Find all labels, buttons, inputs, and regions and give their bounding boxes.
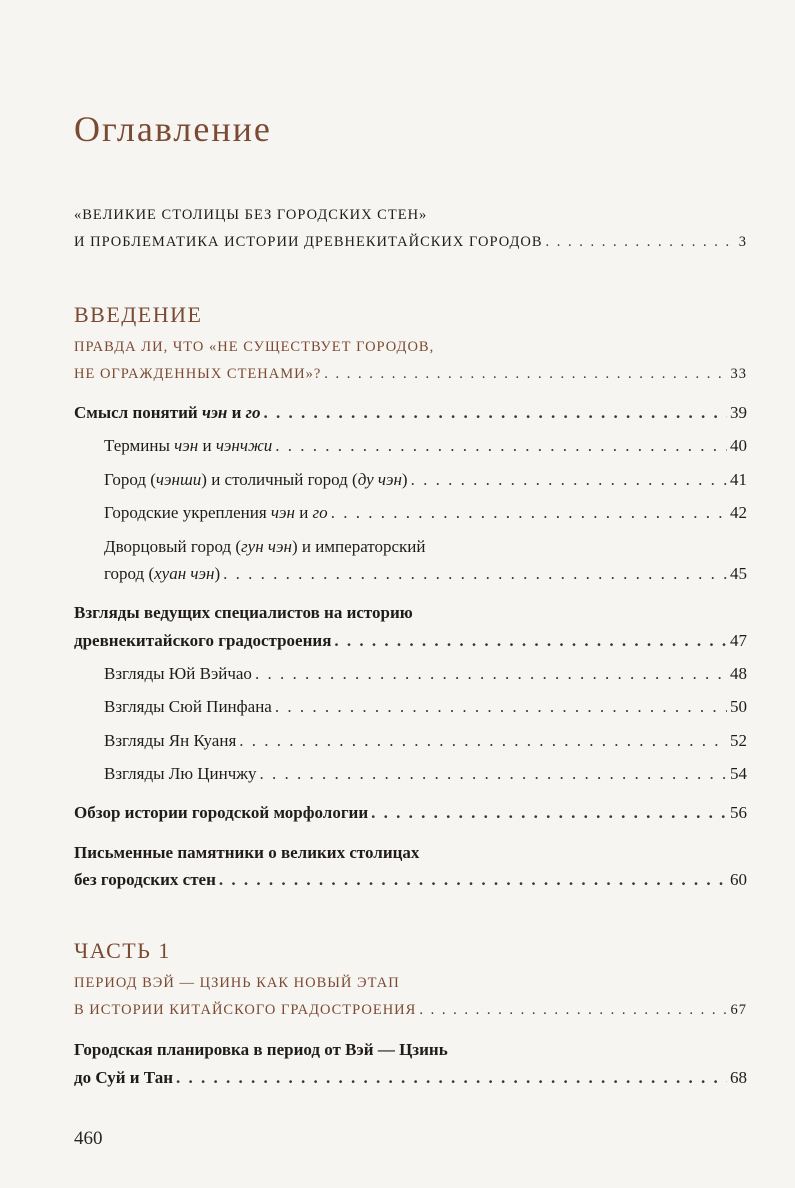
toc-entry-morphology[interactable] <box>74 803 747 823</box>
part1-subtitle-line2: В ИСТОРИИ КИТАЙСКОГО ГРАДОСТРОЕНИЯ <box>74 1002 417 1018</box>
page-number: 33 <box>730 366 747 382</box>
entry-title-line1: Взгляды ведущих специалистов на историю <box>74 603 413 622</box>
dot-leader <box>263 403 727 423</box>
toc-entry-terms[interactable] <box>104 436 747 456</box>
toc-entry-liu-qingzhu[interactable] <box>104 764 747 784</box>
section-heading-intro: ВВЕДЕНИЕ <box>74 302 203 327</box>
entry-title-line2: древнекитайского градостроения <box>74 631 332 650</box>
page-number: 3 <box>738 234 747 250</box>
page-number: 52 <box>730 731 747 750</box>
toc-entry-palace-city[interactable] <box>104 564 747 584</box>
intro-subtitle-line2: НЕ ОГРАЖДЕННЫХ СТЕНАМИ»? <box>74 366 322 382</box>
entry-title: Город (чэнши) и столичный город (ду чэн) <box>104 470 408 489</box>
toc-entry-xu-pingfang[interactable] <box>104 697 747 717</box>
toc-entry-fortifications[interactable] <box>104 503 747 523</box>
page-number: 42 <box>730 503 747 522</box>
page-number: 41 <box>730 470 747 489</box>
page-number: 54 <box>730 764 747 783</box>
page-number: 50 <box>730 697 747 716</box>
toc-entry-yang-kuan[interactable] <box>104 731 747 751</box>
toc-entry-written-sources[interactable] <box>74 870 747 890</box>
dot-leader <box>331 503 727 523</box>
page-number: 67 <box>730 1002 747 1018</box>
entry-title-line2: без городских стен <box>74 870 216 889</box>
toc-entry-meaning[interactable] <box>74 403 747 423</box>
entry-title-line1: Письменные памятники о великих столицах <box>74 843 420 862</box>
dot-leader <box>260 764 727 784</box>
entry-title-line2: до Суй и Тан <box>74 1068 174 1087</box>
dot-leader <box>411 470 727 490</box>
page-number: 48 <box>730 664 747 683</box>
entry-title: Термины чэн и чэнчжи <box>104 436 273 455</box>
dot-leader <box>546 232 736 252</box>
toc-entry-preface[interactable] <box>74 232 747 252</box>
dot-leader <box>239 731 727 751</box>
page-number: 56 <box>730 803 747 822</box>
page-number: 45 <box>730 564 747 583</box>
section-heading-part1: ЧАСТЬ 1 <box>74 938 171 963</box>
intro-subtitle-line1: ПРАВДА ЛИ, ЧТО «НЕ СУЩЕСТВУЕТ ГОРОДОВ, <box>74 339 435 355</box>
page-number: 68 <box>730 1068 747 1087</box>
page-title: Оглавление <box>74 109 272 149</box>
part1-subtitle-line1: ПЕРИОД ВЭЙ — ЦЗИНЬ КАК НОВЫЙ ЭТАП <box>74 975 400 991</box>
dot-leader <box>176 1068 727 1088</box>
page-number: 60 <box>730 870 747 889</box>
page-number: 40 <box>730 436 747 455</box>
page-number: 47 <box>730 631 747 650</box>
entry-title: Взгляды Ян Куаня <box>104 731 237 750</box>
page-number: 39 <box>730 403 747 422</box>
dot-leader <box>371 803 727 823</box>
entry-title-line2: город (хуан чэн) <box>104 564 221 583</box>
dot-leader <box>223 564 727 584</box>
entry-title: Взгляды Сюй Пинфана <box>104 697 272 716</box>
preface-title-line1: «ВЕЛИКИЕ СТОЛИЦЫ БЕЗ ГОРОДСКИХ СТЕН» <box>74 207 428 223</box>
entry-title: Обзор истории городской морфологии <box>74 803 369 822</box>
toc-entry-city-planning[interactable] <box>74 1068 747 1088</box>
dot-leader <box>219 870 727 890</box>
entry-title: Взгляды Лю Цинчжу <box>104 764 257 783</box>
entry-title: Городские укрепления чэн и го <box>104 503 328 522</box>
toc-entry-city[interactable] <box>104 470 747 490</box>
dot-leader <box>324 364 727 384</box>
entry-title-line1: Городская планировка в период от Вэй — Цзинь <box>74 1040 448 1059</box>
toc-entry-part1[interactable] <box>74 1000 747 1020</box>
entry-title: Взгляды Юй Вэйчао <box>104 664 252 683</box>
preface-title-line2: И ПРОБЛЕМАТИКА ИСТОРИИ ДРЕВНЕКИТАЙСКИХ ГОРОДОВ <box>74 234 543 250</box>
dot-leader <box>275 697 727 717</box>
entry-title-line1: Дворцовый город (гун чэн) и императорский <box>104 537 426 556</box>
entry-title: Смысл понятий чэн и го <box>74 403 261 422</box>
toc-entry-yu-weichao[interactable] <box>104 664 747 684</box>
toc-entry-intro[interactable] <box>74 364 747 384</box>
folio-page-number: 460 <box>74 1128 103 1149</box>
dot-leader <box>255 664 727 684</box>
toc-entry-views[interactable] <box>74 631 747 651</box>
dot-leader <box>275 436 727 456</box>
dot-leader <box>419 1000 727 1020</box>
dot-leader <box>334 631 727 651</box>
